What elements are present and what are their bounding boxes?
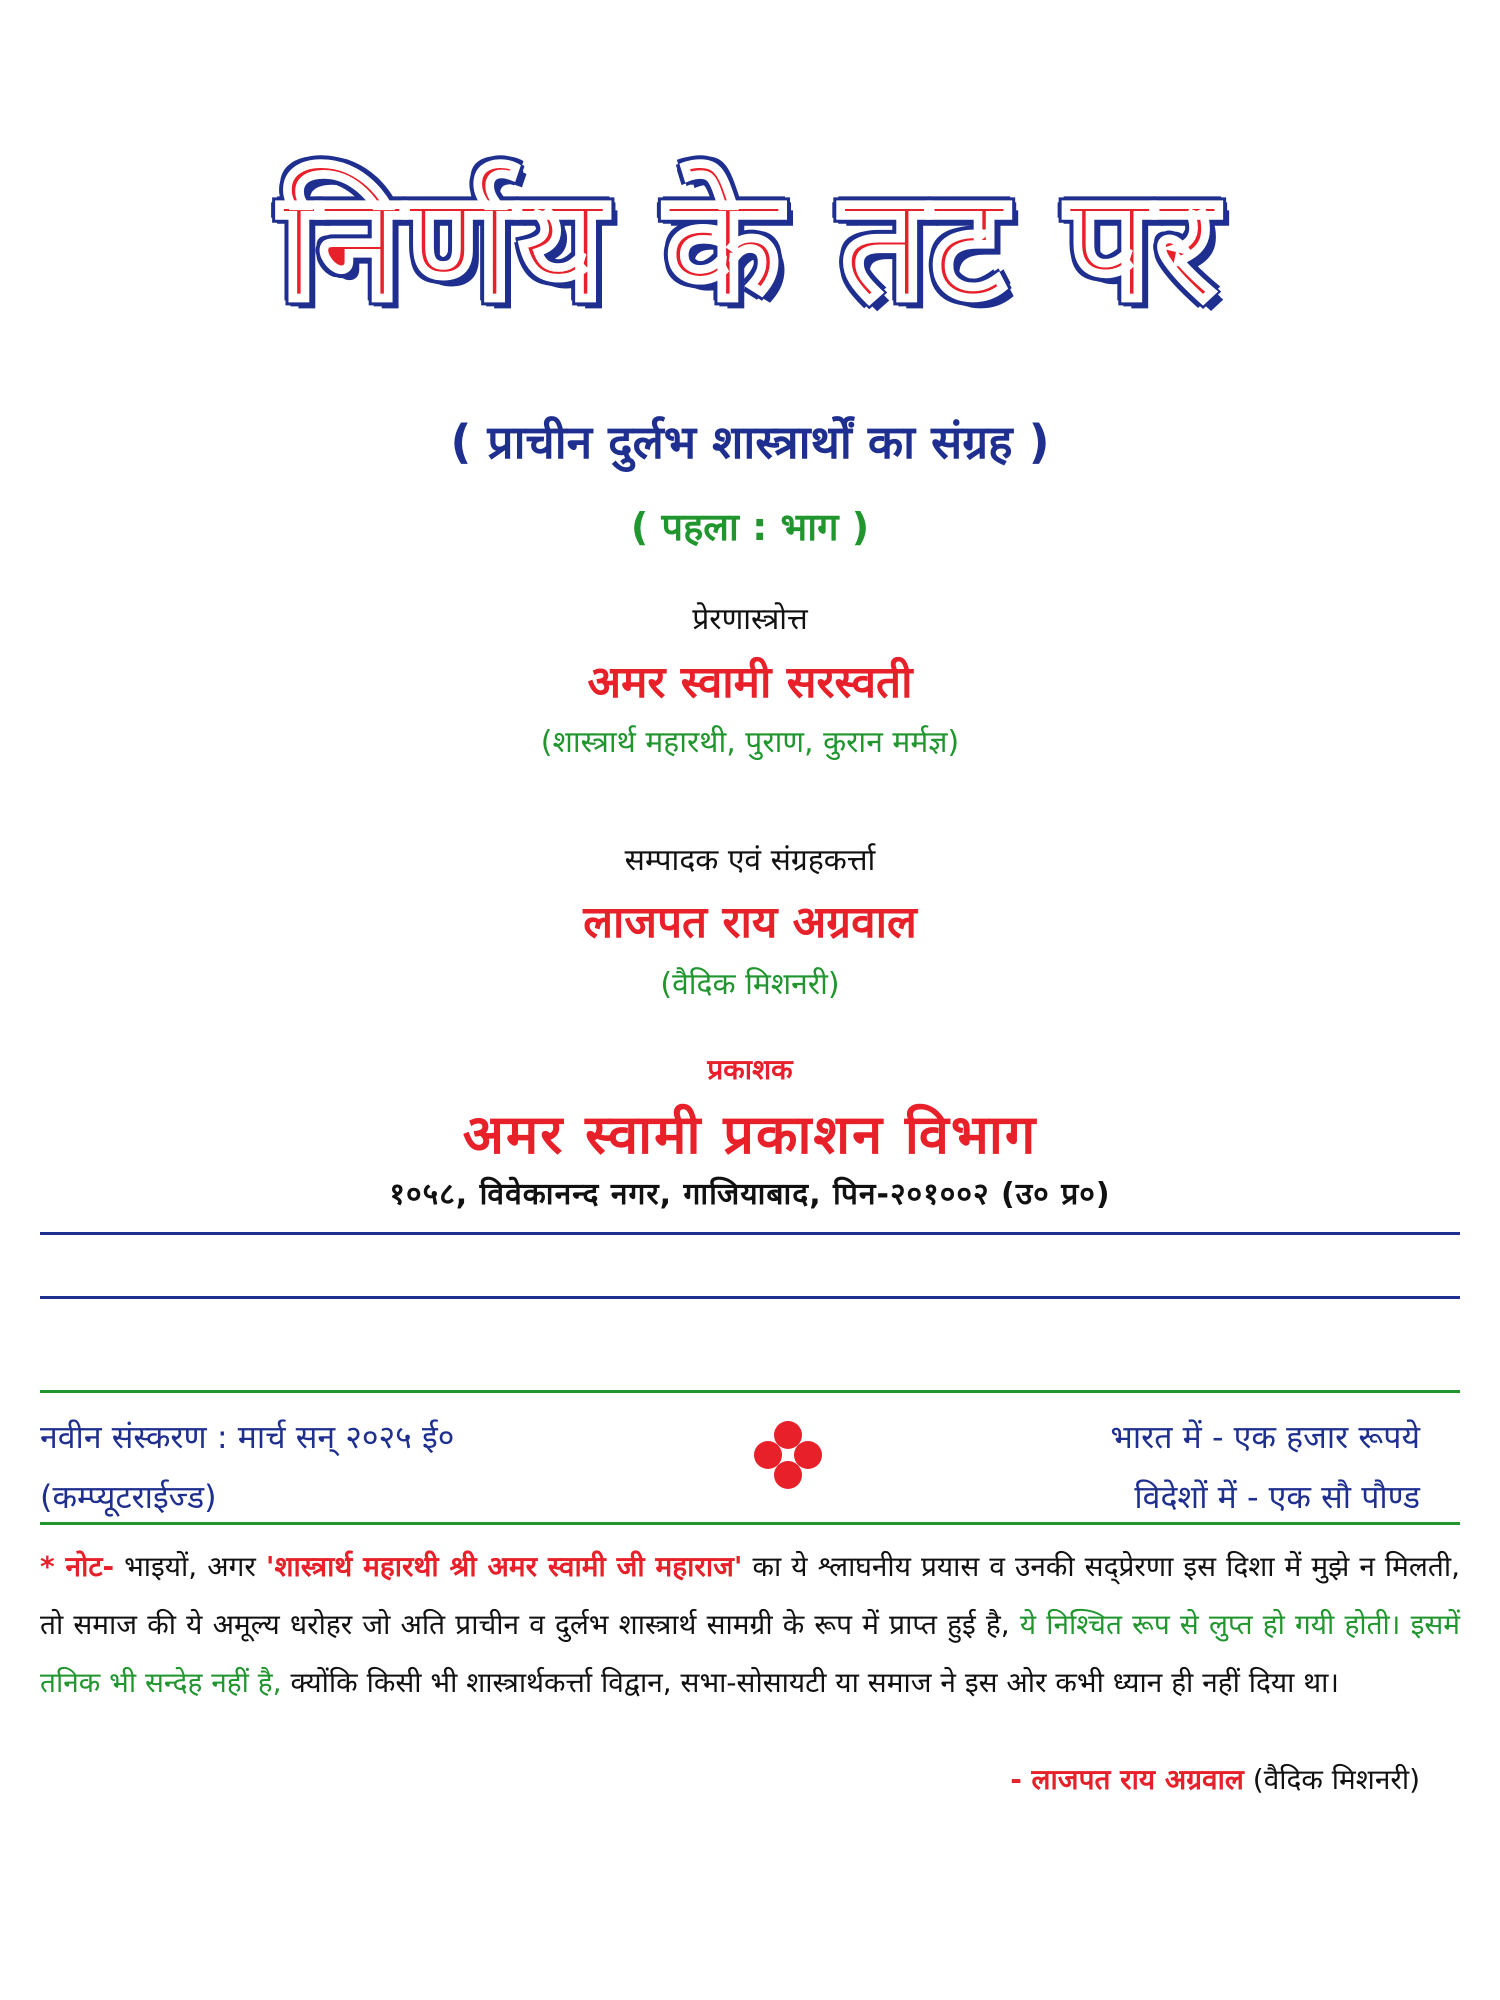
note-text-2: का ये श्लाघनीय प्रयास व उनकी सद्प्रेरणा इस दिशा में मुझे न मिलती, तो समाज की ये अमूल्य धरोहर जो अति प्राचीन व दुर्लभ शास्त्रार्थ सामग्री के रूप में प्राप्त हुई है, bbox=[40, 1550, 1461, 1641]
signature-suffix: (वैदिक मिशनरी) bbox=[1243, 1763, 1420, 1796]
divider-blue-1 bbox=[40, 1232, 1460, 1235]
note-green-text: ये निश्चित रूप से लुप्त हो गयी होती। इसमें तनिक भी सन्देह नहीं है, bbox=[40, 1608, 1460, 1699]
editor-name: लाजपत राय अग्रवाल bbox=[583, 897, 917, 948]
edition-info bbox=[40, 1407, 454, 1527]
editor-label: सम्पादक एवं संग्रहकर्त्ता bbox=[624, 843, 876, 878]
part-label: ( पहला : भाग ) bbox=[630, 505, 870, 549]
book-title: निर्णय के तट पर bbox=[279, 160, 1221, 334]
note-paragraph bbox=[40, 1538, 1460, 1712]
note-prefix: * नोट- bbox=[40, 1550, 115, 1583]
price-india: भारत में - एक हजार रूपये bbox=[1110, 1418, 1420, 1456]
flower-icon bbox=[748, 1415, 828, 1495]
divider-blue-2 bbox=[40, 1296, 1460, 1299]
note-highlight: 'शास्त्रार्थ महारथी श्री अमर स्वामी जी महाराज' bbox=[265, 1550, 743, 1583]
signature-name: - लाजपत राय अग्रवाल bbox=[1010, 1763, 1244, 1796]
publisher-name: अमर स्वामी प्रकाशन विभाग bbox=[462, 1103, 1038, 1166]
divider-green-2 bbox=[40, 1522, 1460, 1525]
signature bbox=[1010, 1760, 1420, 1798]
price-abroad: विदेशों में - एक सौ पौण्ड bbox=[1134, 1478, 1420, 1516]
inspirer-description: (शास्त्रार्थ महारथी, पुराण, कुरान मर्मज्ञ) bbox=[540, 725, 960, 760]
edition-line: नवीन संस्करण : मार्च सन् २०२५ ई० bbox=[40, 1418, 455, 1456]
publisher-label: प्रकाशक bbox=[707, 1053, 793, 1086]
price-info bbox=[1110, 1407, 1420, 1527]
book-subtitle: ( प्राचीन दुर्लभ शास्त्रार्थों का संग्रह ) bbox=[450, 415, 1050, 469]
divider-green-1 bbox=[40, 1390, 1460, 1393]
note-text-3: क्योंकि किसी भी शास्त्रार्थकर्त्ता विद्वान, सभा-सोसायटी या समाज ने इस ओर कभी ध्यान ही नहीं दिया था। bbox=[281, 1666, 1340, 1699]
publisher-address: १०५८, विवेकानन्द नगर, गाजियाबाद, पिन-२०१००२ (उ० प्र०) bbox=[389, 1177, 1111, 1212]
inspirer-label: प्रेरणास्त्रोत्त bbox=[692, 602, 808, 637]
inspirer-name: अमर स्वामी सरस्वती bbox=[587, 657, 913, 708]
editor-description: (वैदिक मिशनरी) bbox=[660, 967, 840, 1002]
edition-type: (कम्प्यूटराईज्ड) bbox=[40, 1478, 217, 1516]
note-text-1: भाइयों, अगर bbox=[114, 1550, 266, 1583]
